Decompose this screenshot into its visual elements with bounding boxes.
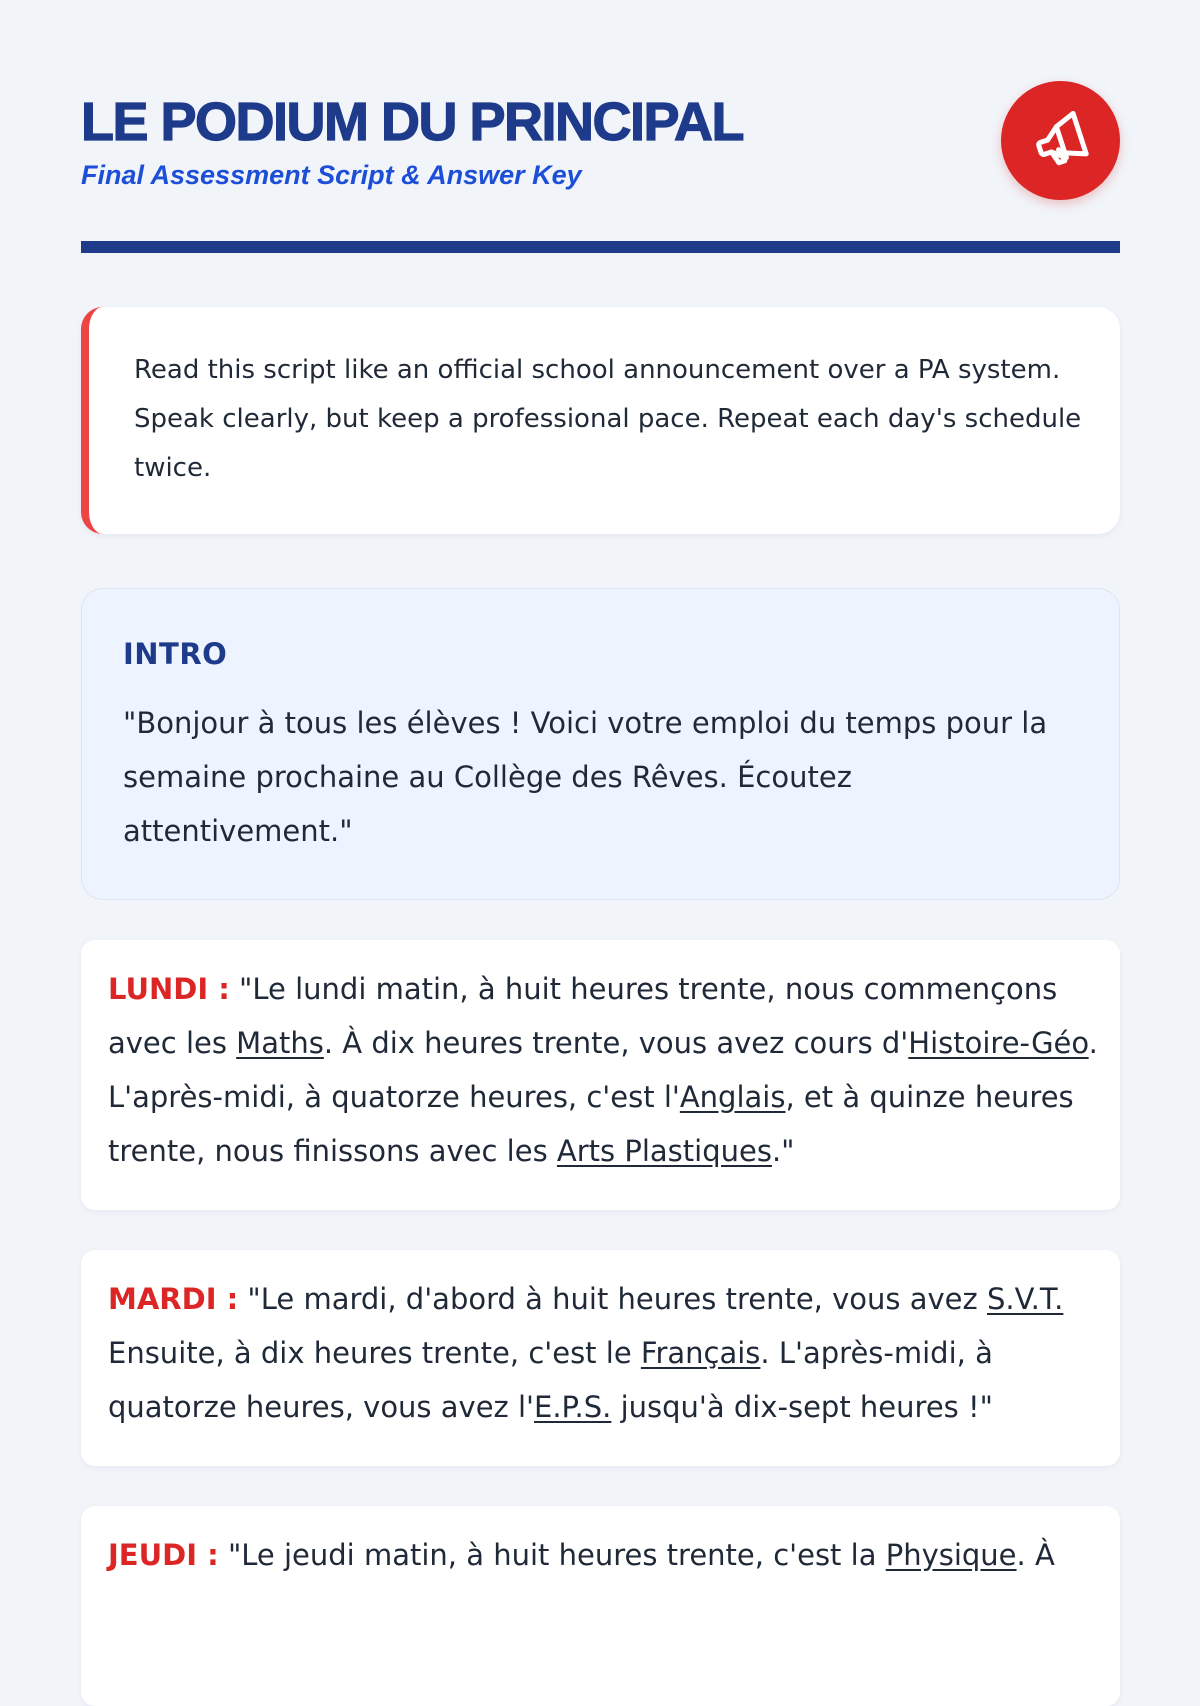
megaphone-button[interactable] [1001, 81, 1120, 200]
subject-answer: S.V.T. [986, 1282, 1064, 1316]
script-text: . L'après-midi, à quatorze heures, vous avez l' [108, 1336, 993, 1424]
subject-answer: Maths [236, 1026, 324, 1060]
day-text-jeudi [108, 1528, 1098, 1582]
day-text-lundi [108, 962, 1098, 1178]
day-label-mardi: MARDI : [108, 1282, 239, 1316]
day-label-jeudi: JEUDI : [108, 1538, 219, 1572]
script-text: "Le jeudi matin, à huit heures trente, c'est la [227, 1538, 886, 1572]
intro-text: "Bonjour à tous les élèves ! Voici votre emploi du temps pour la semaine prochaine au Collège des Rêves. Écoutez attentivement." [123, 706, 1048, 848]
script-text: ." [771, 1134, 795, 1168]
header [81, 0, 1120, 255]
subject-answer: Français [640, 1336, 761, 1370]
subject-answer: E.P.S. [534, 1390, 612, 1424]
script-text: . À dix heures trente, vous avez cours d' [323, 1026, 909, 1060]
script-text: "Le lundi matin, à huit heures trente, nous commençons avec les [108, 972, 1058, 1060]
page-title: LE PODIUM DU PRINCIPAL [81, 92, 744, 152]
day-card-mardi [81, 1250, 1120, 1466]
script-text: Ensuite, à dix heures trente, c'est le [108, 1336, 641, 1370]
script-text: "Le mardi, d'abord à huit heures trente, vous avez [247, 1282, 987, 1316]
script-text: jusqu'à dix-sept heures !" [611, 1390, 993, 1424]
page [81, 0, 1120, 1572]
subject-answer: Histoire-Géo [908, 1026, 1089, 1060]
script-text: . L'après-midi, à quatorze heures, c'est l' [108, 1026, 1098, 1114]
instruction-card [81, 307, 1120, 534]
instruction-text: Read this script like an official school announcement over a PA system. Speak clearly, but keep a professional pace. Repeat each day's schedule twice. [134, 355, 1082, 483]
subject-answer: Arts Plastiques [556, 1134, 772, 1168]
script-text: . À [1016, 1538, 1055, 1572]
subject-answer: Physique [885, 1538, 1017, 1572]
day-label-lundi: LUNDI : [108, 972, 230, 1006]
megaphone-icon [1031, 111, 1091, 171]
day-card-lundi [81, 940, 1120, 1210]
day-text-mardi [108, 1272, 1098, 1434]
intro-card [81, 588, 1120, 900]
intro-heading: INTRO [123, 637, 228, 671]
subject-answer: Anglais [679, 1080, 786, 1114]
script-text: , et à quinze heures trente, nous finissons avec les [108, 1080, 1074, 1168]
day-card-jeudi [81, 1506, 1120, 1706]
header-divider [81, 241, 1120, 253]
page-subtitle: Final Assessment Script & Answer Key [81, 160, 582, 190]
